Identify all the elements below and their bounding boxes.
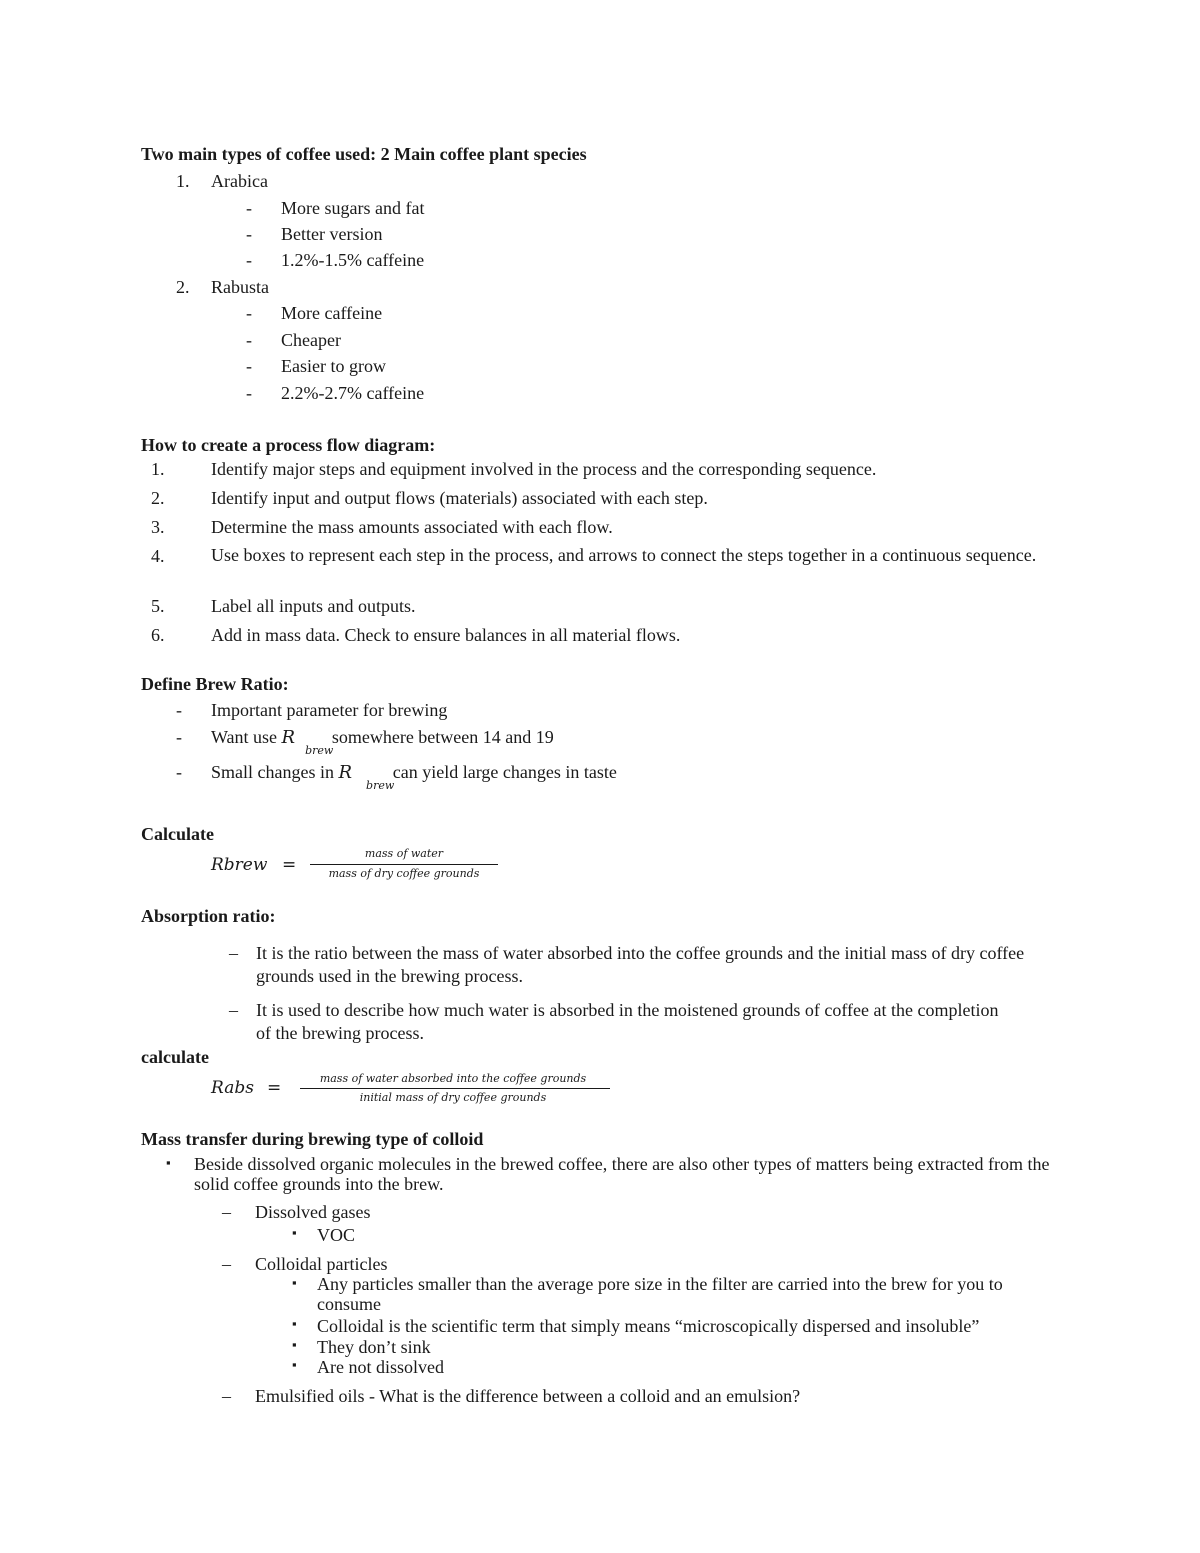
math-variable: R	[281, 727, 296, 748]
list-item: VOC	[317, 1225, 356, 1245]
list-item: Use boxes to represent each step in the process, and arrows to connect the steps together in a continuous sequence.	[211, 545, 1037, 565]
fraction-denominator: mass of dry coffee grounds	[328, 867, 480, 880]
bullet-marker: ▪	[292, 1337, 297, 1352]
list-number: 1.	[151, 459, 165, 479]
list-item: Easier to grow	[281, 356, 386, 376]
list-item: 2.2%-2.7% caffeine	[281, 383, 425, 403]
list-item: Identify major steps and equipment involved in the process and the corresponding sequence.	[211, 459, 877, 479]
bullet-marker: ▪	[292, 1275, 297, 1290]
dash-marker: -	[176, 727, 182, 747]
equals-sign: =	[267, 1078, 282, 1098]
process-flow-heading: How to create a process flow diagram:	[141, 435, 436, 455]
bullet-marker: ▪	[292, 1225, 297, 1240]
list-item: Cheaper	[281, 330, 341, 350]
list-item: Beside dissolved organic molecules in the brewed coffee, there are also other types of matters being extracted from the solid coffee grounds into the brew.	[194, 1154, 1050, 1194]
math-variable: R	[338, 762, 353, 783]
list-number: 1.	[176, 171, 190, 191]
math-variable: Rabs	[211, 1078, 254, 1098]
list-item-rabusta: Rabusta	[211, 277, 269, 297]
dash-marker: –	[229, 1000, 238, 1020]
calculate-heading: Calculate	[141, 824, 214, 844]
fraction-bar	[310, 864, 498, 865]
fraction-bar	[300, 1088, 610, 1089]
dash-marker: -	[246, 250, 252, 270]
list-item: Colloidal particles	[255, 1254, 388, 1274]
bullet-marker: ▪	[292, 1316, 297, 1331]
list-item: Any particles smaller than the average pore size in the filter are carried into the brew for you to consume	[317, 1274, 1003, 1314]
list-number: 5.	[151, 596, 165, 616]
list-item: More caffeine	[281, 303, 383, 323]
list-number: 2.	[176, 277, 190, 297]
dash-marker: –	[229, 943, 238, 963]
list-item: Add in mass data. Check to ensure balances in all material flows.	[211, 625, 681, 645]
bullet-marker: ▪	[166, 1155, 171, 1170]
dash-marker: -	[246, 383, 252, 403]
dash-marker: -	[176, 762, 182, 782]
list-item: Determine the mass amounts associated with each flow.	[211, 517, 613, 537]
brew-ratio-fraction	[310, 846, 498, 886]
fraction-numerator: mass of water absorbed into the coffee grounds	[319, 1072, 587, 1085]
list-item: More sugars and fat	[281, 198, 425, 218]
math-subscript: brew	[366, 779, 395, 792]
list-item: Important parameter for brewing	[211, 700, 448, 720]
coffee-types-heading: Two main types of coffee used: 2 Main coffee plant species	[141, 144, 587, 164]
dash-marker: –	[222, 1202, 231, 1222]
list-item: Dissolved gases	[255, 1202, 371, 1222]
dash-marker: -	[246, 198, 252, 218]
brew-ratio-heading: Define Brew Ratio:	[141, 674, 289, 694]
list-item: It is the ratio between the mass of water absorbed into the coffee grounds and the initial mass of dry coffee grounds used in the brewing process.	[256, 943, 1025, 986]
fraction-denominator: initial mass of dry coffee grounds	[359, 1091, 547, 1104]
list-item-arabica: Arabica	[211, 171, 268, 191]
text-segment: Small changes in	[211, 762, 339, 782]
dash-marker: –	[222, 1386, 231, 1406]
text-segment: Want use	[211, 727, 282, 747]
dash-marker: -	[246, 224, 252, 244]
dash-marker: -	[176, 700, 182, 720]
list-item: Better version	[281, 224, 383, 244]
math-variable: Rbrew	[211, 855, 268, 875]
text-segment: can yield large changes in taste	[388, 762, 617, 782]
mass-transfer-heading: Mass transfer during brewing type of colloid	[141, 1129, 484, 1149]
list-item: Identify input and output flows (materials) associated with each step.	[211, 488, 708, 508]
list-number: 3.	[151, 517, 165, 537]
equals-sign: =	[282, 855, 297, 875]
list-item	[211, 761, 617, 792]
calculate-heading: calculate	[141, 1047, 209, 1067]
list-item: It is used to describe how much water is absorbed in the moistened grounds of coffee at the completion of the brewing process.	[256, 1000, 999, 1043]
absorption-ratio-fraction	[296, 1071, 610, 1111]
absorption-heading: Absorption ratio:	[141, 906, 276, 926]
list-item: Colloidal is the scientific term that simply means “microscopically dispersed and insoluble”	[317, 1316, 980, 1336]
dash-marker: -	[246, 356, 252, 376]
list-item: Emulsified oils - What is the difference between a colloid and an emulsion?	[255, 1386, 801, 1406]
fraction-numerator: mass of water	[364, 847, 444, 860]
math-subscript: brew	[305, 744, 334, 757]
text-segment: somewhere between 14 and 19	[327, 727, 554, 747]
dash-marker: -	[246, 303, 252, 323]
list-number: 6.	[151, 625, 165, 645]
dash-marker: -	[246, 330, 252, 350]
list-item: Are not dissolved	[317, 1357, 444, 1377]
bullet-marker: ▪	[292, 1357, 297, 1372]
list-item: 1.2%-1.5% caffeine	[281, 250, 425, 270]
list-item: They don’t sink	[317, 1337, 431, 1357]
list-item	[211, 726, 554, 757]
list-item: Label all inputs and outputs.	[211, 596, 416, 616]
list-number: 4.	[151, 546, 165, 566]
dash-marker: –	[222, 1254, 231, 1274]
list-number: 2.	[151, 488, 165, 508]
